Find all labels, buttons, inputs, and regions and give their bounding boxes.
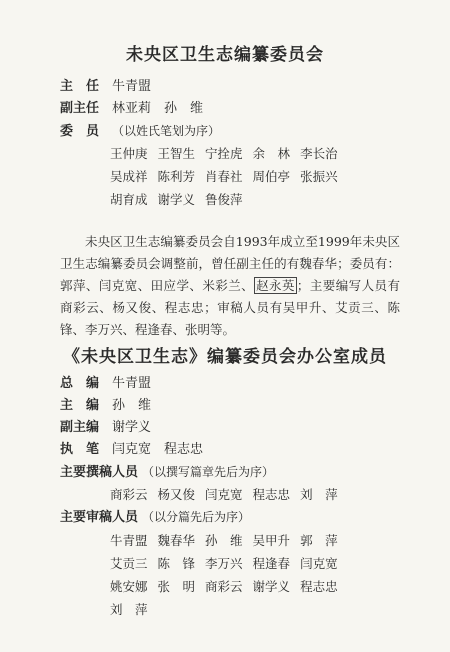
reviewer-name: 闫克宽 bbox=[300, 556, 338, 571]
reviewer-name: 姚安娜 bbox=[110, 579, 148, 594]
member-name: 余 林 bbox=[252, 146, 291, 161]
reviewers-names-row-3 bbox=[110, 578, 348, 596]
history-text-part-2: ；主要编写人员有商彩云、杨又俊、程志忠；审稿人员有吴甲升、艾贡三、陈锋、李万兴、程逢春、张明等。 bbox=[60, 278, 400, 337]
reviewer-name: 艾贡三 bbox=[110, 556, 148, 571]
member-name: 肖春社 bbox=[205, 169, 243, 184]
director-value: 牛青盟 bbox=[112, 79, 152, 94]
reviewer-name: 张 明 bbox=[157, 579, 196, 594]
member-name: 陈利芳 bbox=[157, 169, 196, 184]
editor-label: 主 编 bbox=[60, 398, 100, 413]
member-name: 张振兴 bbox=[300, 169, 338, 184]
member-name: 胡育成 bbox=[110, 192, 148, 207]
writer-name: 刘 萍 bbox=[300, 487, 338, 502]
writer-name: 闫克宽 bbox=[205, 487, 243, 502]
member-name: 吴成祥 bbox=[110, 169, 148, 184]
vice-director-row bbox=[60, 100, 203, 118]
members-names-row-1 bbox=[110, 145, 348, 163]
writer-name: 商彩云 bbox=[110, 487, 148, 502]
writer-name: 程志忠 bbox=[252, 487, 291, 502]
chief-editor-label: 总 编 bbox=[60, 376, 100, 391]
history-text-part-1: 未央区卫生志编纂委员会自1993年成立至1999年未央区卫生志编纂委员会调整前，曾任副主任的有魏春华；委员有：郭萍、闫克宽、田应学、米彩兰、 bbox=[60, 234, 400, 293]
members-label: 委 员 bbox=[60, 124, 100, 139]
main-writers-note: （以撰写篇章先后为序） bbox=[142, 465, 275, 479]
reviewers-names-row-1 bbox=[110, 532, 348, 550]
members-row bbox=[60, 122, 220, 141]
director-row bbox=[60, 78, 151, 96]
member-name: 李长治 bbox=[300, 146, 338, 161]
reviewer-name: 商彩云 bbox=[205, 579, 243, 594]
writer-row bbox=[60, 441, 203, 459]
reviewer-name: 刘 萍 bbox=[110, 602, 148, 617]
member-name: 鲁俊萍 bbox=[205, 192, 243, 207]
members-names-row-3 bbox=[110, 191, 253, 209]
vice-director-value: 林亚莉 孙 维 bbox=[112, 101, 204, 116]
main-writers-row bbox=[60, 463, 274, 482]
members-names-row-2 bbox=[110, 168, 348, 186]
reviewers-names-row-4 bbox=[110, 601, 158, 619]
committee-history-paragraph bbox=[60, 231, 400, 341]
reviewers-row bbox=[60, 508, 250, 527]
committee-title: 未央区卫生志编纂委员会 bbox=[126, 45, 324, 65]
office-title: 《未央区卫生志》编纂委员会办公室成员 bbox=[63, 347, 387, 367]
deputy-editor-value: 谢学义 bbox=[112, 420, 152, 435]
member-name: 王智生 bbox=[157, 146, 196, 161]
reviewer-name: 李万兴 bbox=[205, 556, 243, 571]
member-name: 谢学义 bbox=[157, 192, 196, 207]
reviewer-name: 程逢春 bbox=[252, 556, 291, 571]
reviewer-name: 吴甲升 bbox=[252, 533, 291, 548]
deputy-editor-row bbox=[60, 419, 151, 437]
boxed-name: 赵永英 bbox=[256, 278, 295, 293]
director-label: 主 任 bbox=[60, 79, 100, 94]
reviewer-name: 谢学义 bbox=[252, 579, 291, 594]
editor-row bbox=[60, 397, 151, 415]
reviewers-names-row-2 bbox=[110, 555, 348, 573]
member-name: 周伯亭 bbox=[252, 169, 291, 184]
main-writers-names bbox=[110, 486, 348, 504]
editor-value: 孙 维 bbox=[112, 398, 152, 413]
writer-name: 杨又俊 bbox=[157, 487, 196, 502]
reviewer-name: 牛青盟 bbox=[110, 533, 148, 548]
reviewer-name: 孙 维 bbox=[205, 533, 243, 548]
member-name: 宁拴虎 bbox=[205, 146, 243, 161]
reviewer-name: 郭 萍 bbox=[300, 533, 338, 548]
members-note: （以姓氏笔划为序） bbox=[112, 124, 221, 138]
reviewer-name: 陈 锋 bbox=[157, 556, 196, 571]
vice-director-label: 副主任 bbox=[60, 101, 100, 116]
reviewer-name: 程志忠 bbox=[300, 579, 338, 594]
reviewers-label: 主要审稿人员 bbox=[60, 510, 139, 525]
reviewers-note: （以分篇先后为序） bbox=[142, 510, 251, 524]
writer-value: 闫克宽 程志忠 bbox=[112, 442, 204, 457]
member-name: 王仲庚 bbox=[110, 146, 148, 161]
main-writers-label: 主要撰稿人员 bbox=[60, 465, 139, 480]
chief-editor-row bbox=[60, 375, 151, 393]
writer-label: 执 笔 bbox=[60, 442, 100, 457]
deputy-editor-label: 副主编 bbox=[60, 420, 100, 435]
reviewer-name: 魏春华 bbox=[157, 533, 196, 548]
chief-editor-value: 牛青盟 bbox=[112, 376, 152, 391]
